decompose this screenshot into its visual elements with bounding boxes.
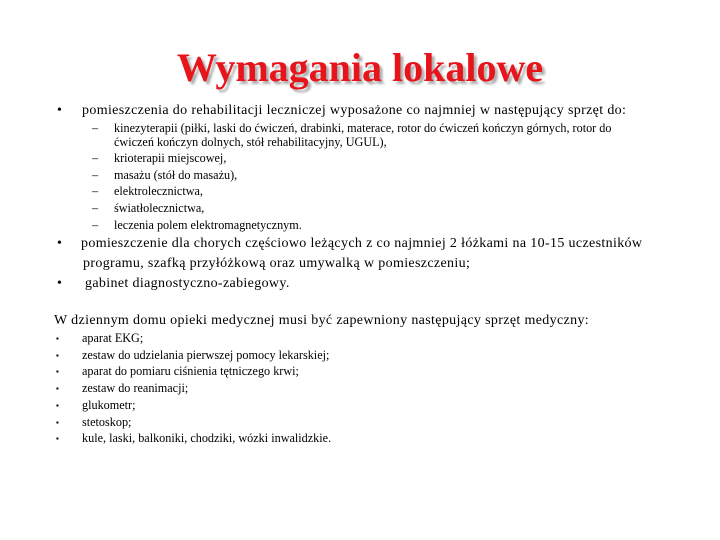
square-bullet-icon: ▪ (56, 367, 59, 377)
equipment-heading: W dziennym domu opieki medycznej musi być zapewniony następujący sprzęt medyczny: (54, 313, 590, 328)
square-bullet-icon: ▪ (56, 417, 59, 427)
sub-item: leczenia polem elektromagnetycznym. (114, 218, 302, 232)
equipment-item: stetoskop; (82, 414, 132, 429)
equipment-item: aparat EKG; (82, 331, 144, 345)
sub-item: kinezyterapii (piłki, laski do ćwiczeń, drabinki, materace, rotor do ćwiczeń kończyn górnych, rotor do (114, 121, 612, 135)
slide-title: Wymagania lokalowe (176, 45, 544, 90)
dash-icon: – (92, 218, 99, 232)
square-bullet-icon: ▪ (56, 434, 59, 444)
dash-icon: – (92, 184, 99, 198)
equipment-item: kule, laski, balkoniki, chodziki, wózki inwalidzkie. (82, 431, 332, 446)
bullet-text: pomieszczenia do rehabilitacji leczniczej wyposażone co najmniej w następujący sprzęt do: (82, 103, 627, 118)
dash-icon: – (92, 121, 99, 135)
equipment-item: glukometr; (82, 397, 136, 412)
square-bullet-icon: ▪ (56, 350, 59, 360)
bullet-text: gabinet diagnostyczno-zabiegowy. (85, 276, 290, 291)
dash-icon: – (92, 168, 99, 182)
bullet-icon: • (57, 276, 63, 291)
sub-item: elektrolecznictwa, (114, 184, 203, 198)
sub-item: krioterapii miejscowej, (114, 151, 227, 165)
sub-item-cont: ćwiczeń kończyn dolnych, stół rehabilitacyjny, UGUL), (114, 135, 387, 149)
sub-item: światłolecznictwa, (114, 201, 205, 215)
dash-icon: – (92, 201, 99, 215)
sub-item: masażu (stół do masażu), (114, 168, 238, 182)
equipment-item: zestaw do reanimacji; (82, 381, 189, 396)
bullet-text-cont: programu, szafką przyłóżkową oraz umywalką w pomieszczeniu; (83, 256, 471, 271)
square-bullet-icon: ▪ (56, 334, 59, 343)
bullet-icon: • (57, 103, 63, 118)
bullet-icon: • (57, 236, 63, 251)
dash-icon: – (92, 151, 99, 165)
square-bullet-icon: ▪ (56, 384, 59, 394)
equipment-item: zestaw do udzielania pierwszej pomocy lekarskiej; (82, 347, 330, 362)
square-bullet-icon: ▪ (56, 400, 59, 410)
bullet-text: pomieszczenie dla chorych częściowo leżących z co najmniej 2 łóżkami na 10-15 uczestników (81, 236, 643, 251)
equipment-item: aparat do pomiaru ciśnienia tętniczego krwi; (82, 364, 299, 379)
